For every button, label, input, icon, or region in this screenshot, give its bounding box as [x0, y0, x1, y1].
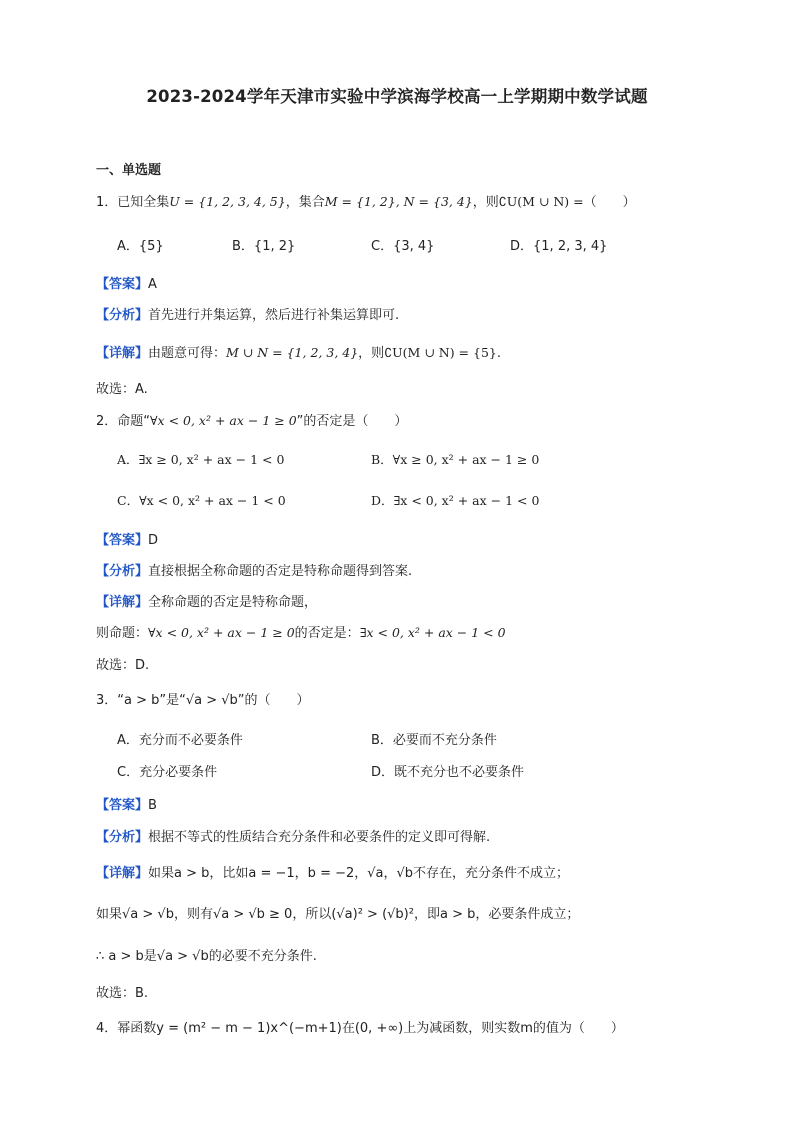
q2-stem-expr: ∀x < 0, x² + ax − 1 ≥ 0 [150, 413, 297, 428]
q2-detail-line-2 [96, 624, 506, 643]
q3-detail-line-2: 如果√a > √b，则有√a > √b ≥ 0，所以(√a)² > (√b)²，即a > b，必要条件成立； [96, 907, 580, 922]
q2-analysis: 直接根据全称命题的否定是特称命题得到答案. [148, 564, 413, 579]
q2-answer-line [96, 532, 158, 550]
q1-conclusion: 故选：A. [96, 382, 148, 397]
q3-detail-line-3: ∴ a > b是√a > √b的必要不充分条件. [96, 949, 317, 964]
q1-stem-b: ，集合 [285, 195, 325, 210]
question-1-stem [96, 193, 636, 212]
analysis-tag: 【分析】 [96, 564, 149, 579]
question-3-stem: 3．“a > b”是“√a > √b”的（ ） [96, 693, 310, 708]
q1-set-u: U = {1, 2, 3, 4, 5} [169, 194, 286, 209]
q2-stem-b: ”的否定是（ ） [296, 414, 408, 429]
section-heading: 一、单选题 [96, 163, 162, 178]
q1-detail-expr1: M ∪ N = {1, 2, 3, 4} [226, 345, 359, 360]
q1-analysis: 首先进行并集运算，然后进行补集运算即可. [148, 308, 400, 323]
q1-detail-a: 由题意可得： [148, 346, 227, 361]
q3-option-b: B．必要而不充分条件 [371, 733, 497, 748]
q1-option-b: B．{1, 2} [232, 239, 296, 254]
q2-option-d: D．∃x < 0, x² + ax − 1 < 0 [371, 493, 540, 508]
q3-option-c: C．充分必要条件 [117, 765, 218, 780]
q3-option-d: D．既不充分也不必要条件 [371, 765, 525, 780]
detail-tag: 【详解】 [96, 866, 149, 881]
q1-answer: A [148, 277, 157, 292]
q1-paren: （ ） [583, 195, 636, 210]
q2-line2-b: 的否定是： [294, 626, 360, 641]
q2-option-b: B．∀x ≥ 0, x² + ax − 1 ≥ 0 [371, 452, 540, 467]
answer-tag: 【答案】 [96, 277, 149, 292]
q3-answer: B [148, 798, 157, 813]
q1-option-a: A．{5} [117, 239, 164, 254]
q1-stem-c: ，则 [472, 195, 499, 210]
q3-option-a: A．充分而不必要条件 [117, 733, 243, 748]
q2-answer: D [148, 533, 159, 548]
q2-analysis-line [96, 563, 412, 581]
answer-tag: 【答案】 [96, 798, 149, 813]
q3-detail: 如果a > b，比如a = −1，b = −2，√a，√b不存在，充分条件不成立； [148, 866, 570, 881]
q1-detail-expr2: ∁U(M ∪ N) = {5} [384, 345, 497, 360]
q1-detail-b: ，则 [358, 346, 385, 361]
q2-line2-a: 则命题： [96, 626, 149, 641]
q2-detail: 全称命题的否定是特称命题， [148, 595, 318, 610]
q2-line2-expr2: ∃x < 0, x² + ax − 1 < 0 [359, 625, 506, 640]
q1-analysis-line [96, 307, 399, 325]
q2-option-a: A．∃x ≥ 0, x² + ax − 1 < 0 [117, 452, 285, 467]
q2-stem-a: 2．命题“ [96, 414, 151, 429]
q3-answer-line [96, 797, 157, 815]
detail-tag: 【详解】 [96, 346, 149, 361]
q1-answer-line [96, 276, 157, 294]
q2-detail-line [96, 594, 317, 612]
q1-set-mn: M = {1, 2}, N = {3, 4} [324, 194, 473, 209]
q3-analysis: 根据不等式的性质结合充分条件和必要条件的定义即可得解. [148, 830, 491, 845]
q1-detail-line [96, 344, 501, 363]
question-2-stem [96, 412, 407, 431]
q2-line2-expr1: ∀x < 0, x² + ax − 1 ≥ 0 [148, 625, 295, 640]
q3-analysis-line [96, 829, 490, 847]
q3-conclusion: 故选：B. [96, 986, 149, 1001]
q1-option-c: C．{3, 4} [371, 239, 435, 254]
q2-conclusion: 故选：D. [96, 658, 150, 673]
question-4-stem: 4．幂函数y = (m² − m − 1)x^(−m+1)在(0, +∞)上为减函数，则实数m的值为（ ） [96, 1021, 624, 1036]
answer-tag: 【答案】 [96, 533, 149, 548]
analysis-tag: 【分析】 [96, 308, 149, 323]
detail-tag: 【详解】 [96, 595, 149, 610]
q3-detail-line [96, 865, 569, 883]
analysis-tag: 【分析】 [96, 830, 149, 845]
q1-expr: ∁U(M ∪ N) = [498, 194, 584, 209]
q1-detail-end: . [496, 346, 502, 361]
q2-option-c: C．∀x < 0, x² + ax − 1 < 0 [117, 493, 286, 508]
page-title: 2023-2024学年天津市实验中学滨海学校高一上学期期中数学试题 [146, 87, 648, 106]
q1-option-d: D．{1, 2, 3, 4} [510, 239, 608, 254]
q1-stem-a: 1．已知全集 [96, 195, 170, 210]
